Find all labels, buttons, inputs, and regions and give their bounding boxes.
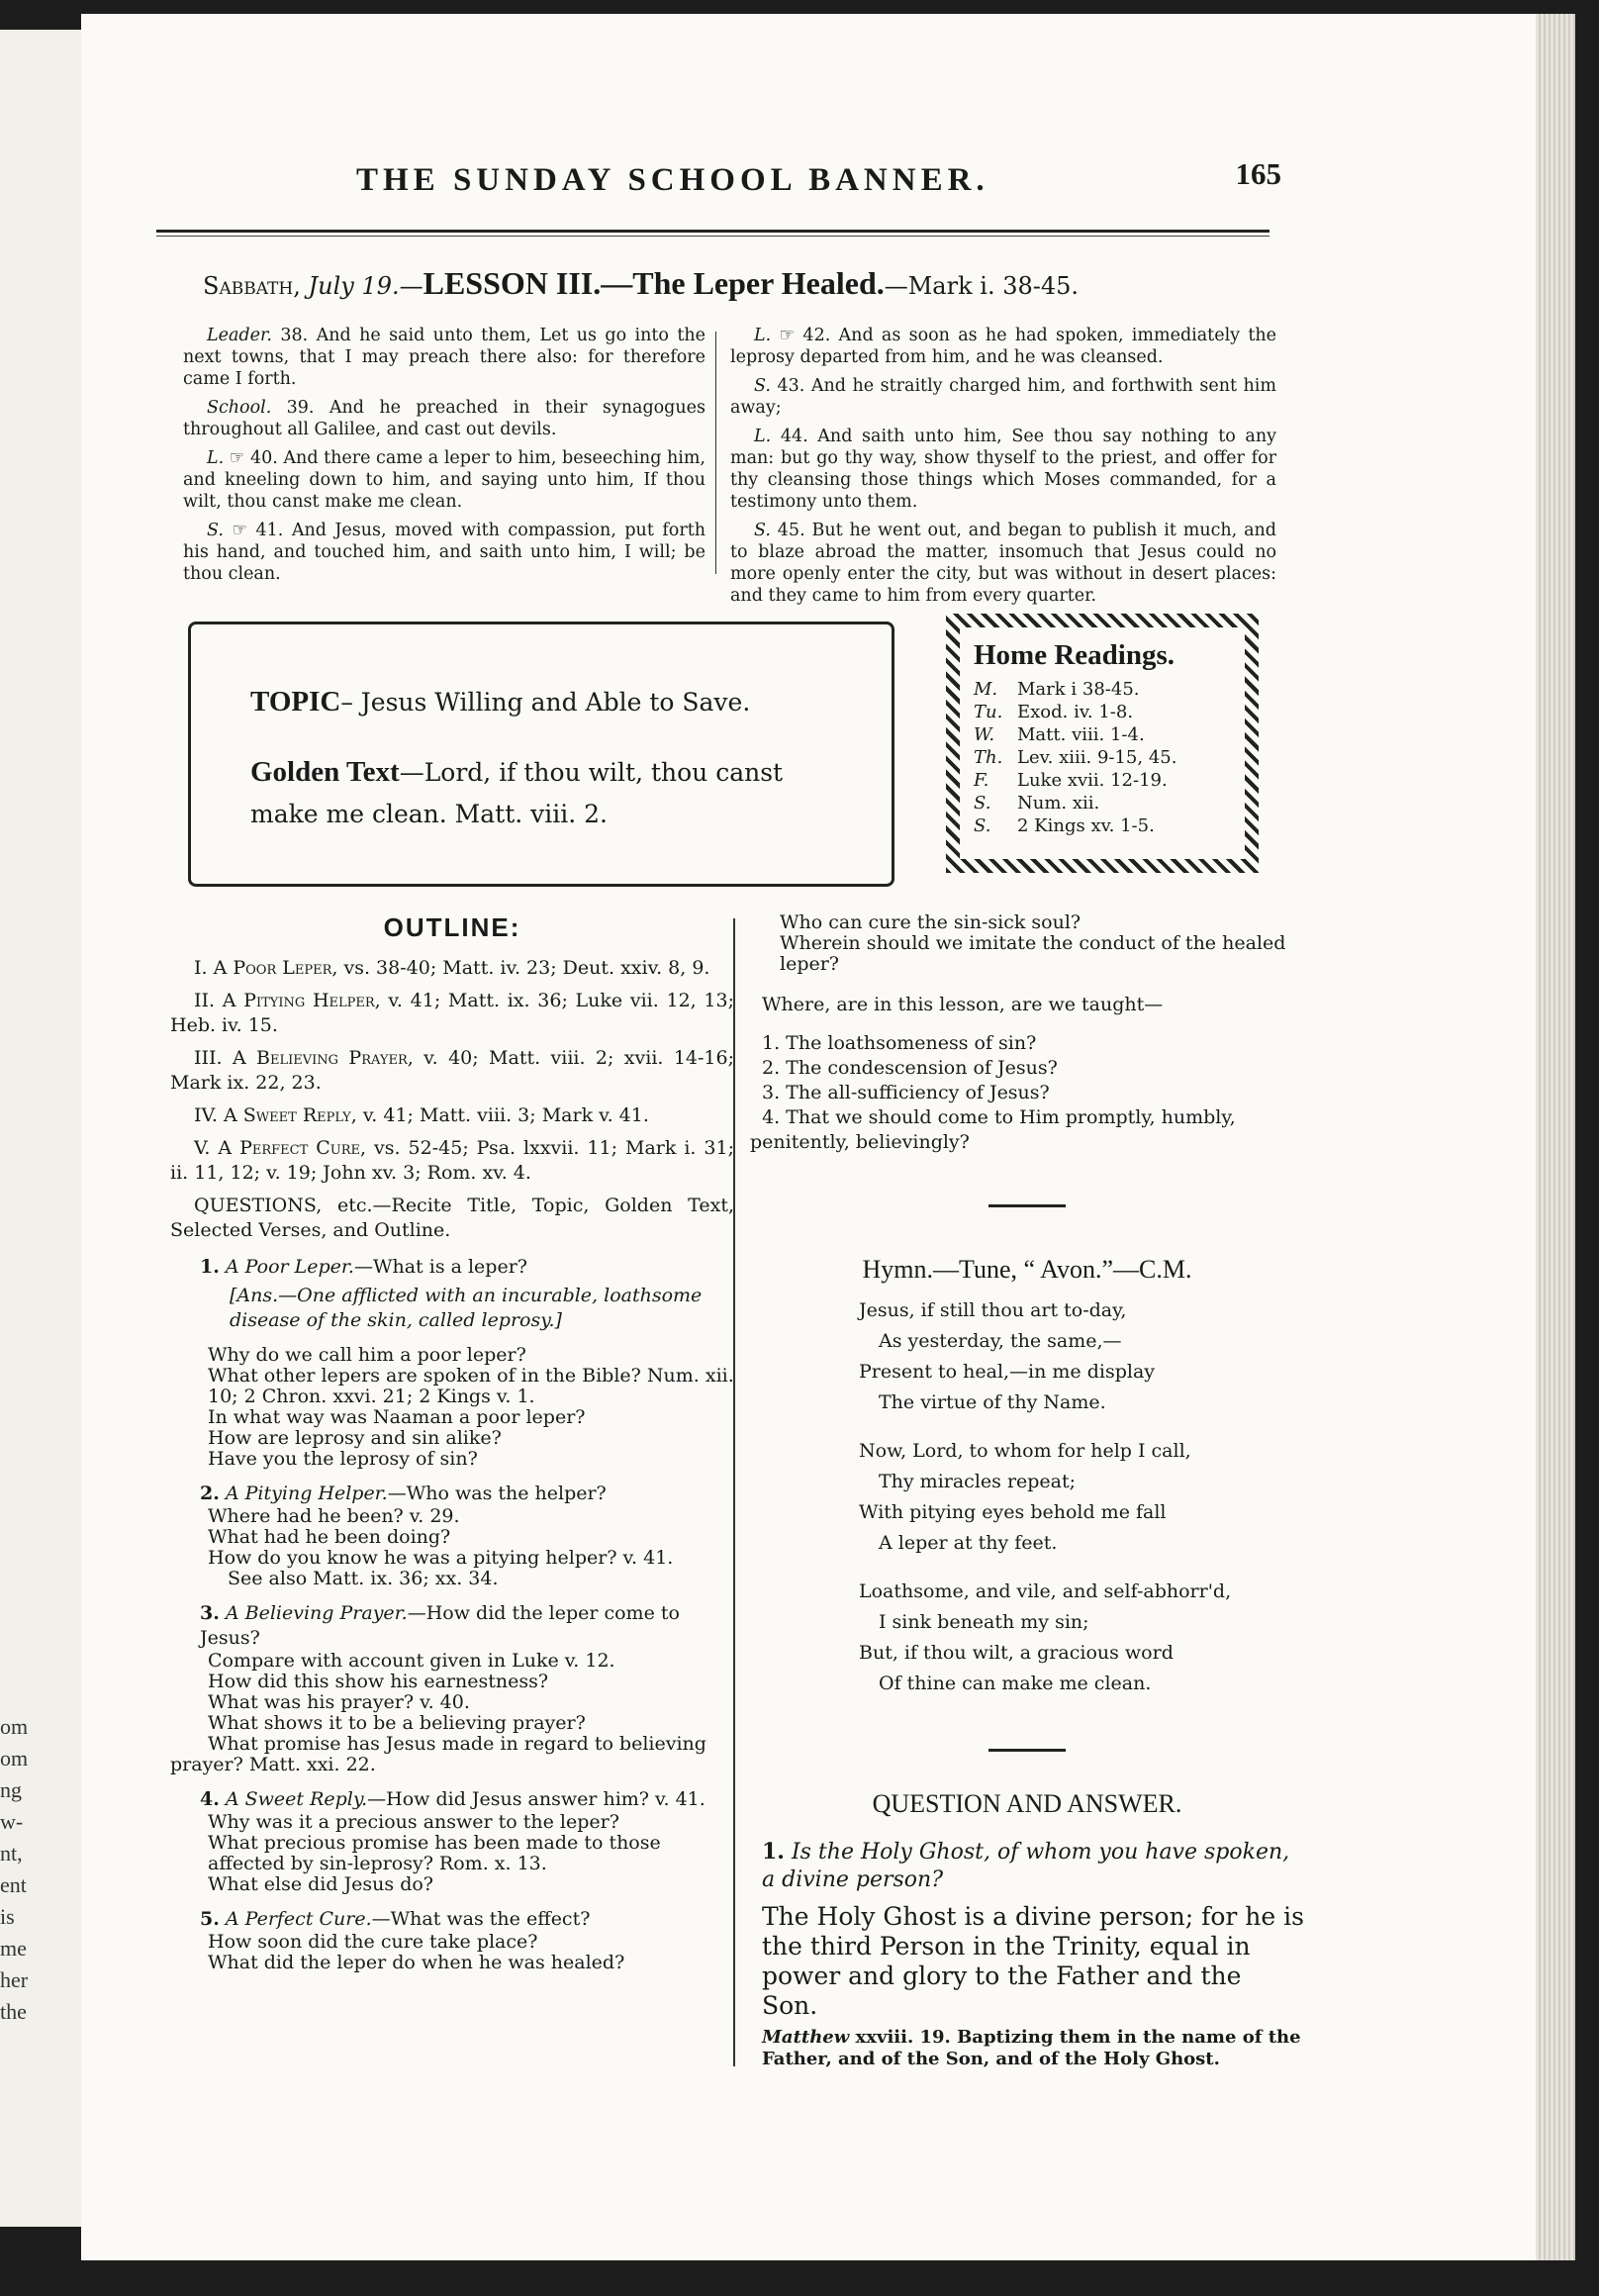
hymn-line: Now, Lord, to whom for help I call, — [859, 1440, 1191, 1462]
outline-item-head: I. A Poor Leper, — [194, 957, 338, 979]
home-readings-inner — [960, 627, 1245, 859]
golden-text-body: —Lord, if thou wilt, thou canst make me clean. Matt. viii. 2. — [250, 758, 784, 828]
reading-day: F. — [974, 770, 989, 791]
question: Who can cure the sin-sick soul? — [780, 911, 1082, 933]
verse-text: ☞ 42. And as soon as he had spoken, immediately the leprosy departed from him, and he was cleansed. — [730, 326, 1276, 367]
question: prayer? Matt. xxi. 22. — [170, 1754, 376, 1775]
reading-row — [974, 746, 1235, 769]
lesson-date: July 19. — [308, 272, 400, 300]
hymn-stanza — [750, 1295, 1304, 1418]
qa-reference-book: Matthew — [762, 2027, 850, 2048]
scripture-verse — [183, 325, 705, 390]
hymn-line: Loathsome, and vile, and self-abhorr'd, — [859, 1580, 1232, 1602]
topic-box — [188, 622, 894, 887]
reading-ref: 2 Kings xv. 1-5. — [1017, 815, 1155, 836]
home-readings-title: Home Readings. — [974, 639, 1175, 671]
reading-row — [974, 701, 1235, 723]
speaker-label: S. — [207, 521, 224, 540]
outline-item-refs: v. 40; Matt. viii. 2; xvii. 14-16; Mark ix. 22, 23. — [170, 1047, 734, 1094]
reading-ref: Mark i 38-45. — [1017, 679, 1140, 700]
question: Where had he been? v. 29. — [208, 1505, 460, 1527]
reading-ref: Lev. xiii. 9-15, 45. — [1017, 747, 1177, 768]
reading-row — [974, 678, 1235, 701]
hymn-line: I sink beneath my sin; — [879, 1611, 1089, 1633]
question-number: 1. — [200, 1256, 220, 1278]
lesson-reference: —Mark i. 38-45. — [884, 272, 1080, 300]
outline-title: OUTLINE: — [383, 912, 521, 942]
question-topic: A Believing Prayer. — [219, 1602, 408, 1624]
fragment: the — [0, 1999, 27, 2024]
questions-intro: QUESTIONS, etc.—Recite Title, Topic, Golden Text, Selected Verses, and Outline. — [170, 1195, 734, 1241]
question-topic: A Sweet Reply. — [219, 1788, 368, 1810]
question: What had he been doing? — [208, 1526, 451, 1548]
lesson-dash: — — [399, 272, 423, 300]
question-number: 2. — [200, 1483, 220, 1504]
reading-ref: Exod. iv. 1-8. — [1017, 702, 1134, 722]
topic-label: TOPIC — [250, 686, 341, 718]
answer: [Ans.—One afflicted with an incurable, loathsome disease of the skin, called leprosy.] — [230, 1285, 703, 1331]
question: Why do we call him a poor leper? — [208, 1344, 526, 1366]
question-topic: A Perfect Cure. — [219, 1908, 372, 1930]
reading-ref: Luke xvii. 12-19. — [1017, 770, 1168, 791]
sabbath-label: Sabbath, — [203, 272, 301, 300]
lesson-number: LESSON III. — [423, 265, 602, 301]
question-text: —What was the effect? — [371, 1908, 591, 1930]
fragment: w- — [0, 1809, 24, 1834]
scripture-verse — [730, 520, 1276, 607]
speaker-label: L. — [754, 427, 772, 446]
topic-text: – Jesus Willing and Able to Save. — [340, 688, 751, 717]
column-divider — [733, 918, 735, 2066]
outline-item-refs: v. 41; Matt. viii. 3; Mark v. 41. — [356, 1104, 649, 1126]
question-heading — [200, 1787, 734, 1812]
outline-item-head: II. A Pitying Helper, — [194, 990, 381, 1011]
outline-item-refs: v. 41; Matt. ix. 36; Luke vii. 12, 13; Heb. iv. 15. — [170, 990, 734, 1036]
section-rule — [988, 1204, 1066, 1207]
speaker-label: Leader. — [207, 326, 272, 345]
outline-item-refs: vs. 38-40; Matt. iv. 23; Deut. xxiv. 8, 9. — [337, 957, 710, 979]
right-column — [750, 912, 1304, 2070]
section-rule — [988, 1749, 1066, 1752]
fragment: ng — [0, 1777, 22, 1802]
golden-text-label: Golden Text — [250, 756, 400, 788]
hymn-line: Of thine can make me clean. — [879, 1673, 1152, 1694]
hymn-line: With pitying eyes behold me fall — [859, 1501, 1167, 1523]
speaker-label: L. — [754, 326, 772, 345]
outline-item-head: III. A Believing Prayer, — [194, 1047, 414, 1069]
outline-item-head: V. A Perfect Cure, — [194, 1137, 367, 1159]
qa-reference-text: xxviii. 19. Baptizing them in the name of the Father, and of the Son, and of the Holy Ghost. — [762, 2027, 1301, 2069]
reading-day: M. — [974, 679, 998, 700]
question-heading — [200, 1907, 734, 1932]
reading-ref: Num. xii. — [1017, 793, 1100, 813]
hymn-line: Thy miracles repeat; — [879, 1471, 1077, 1492]
lesson-heading — [203, 265, 1271, 302]
question: Why was it a precious answer to the leper? — [208, 1811, 619, 1833]
taught-item: 3. The all-sufficiency of Jesus? — [762, 1082, 1050, 1103]
fragment: ent — [0, 1872, 27, 1897]
hymn-line: As yesterday, the same,— — [879, 1330, 1122, 1352]
question-number: 4. — [200, 1788, 220, 1810]
scripture-verse — [183, 447, 705, 513]
verse-text: 43. And he straitly charged him, and forthwith sent him away; — [730, 376, 1276, 418]
question: What did the leper do when he was healed? — [208, 1952, 625, 1973]
reading-day: Tu. — [974, 702, 1003, 722]
question-text: —How did Jesus answer him? v. 41. — [367, 1788, 705, 1810]
reading-day: Th. — [974, 747, 1003, 768]
taught-item: 4. That we should come to Him promptly, humbly, penitently, believingly? — [750, 1106, 1236, 1153]
running-header — [272, 156, 1281, 206]
speaker-label: L. — [207, 448, 225, 468]
scripture-right-column — [730, 325, 1276, 614]
verse-text: ☞ 40. And there came a leper to him, beseeching him, and kneeling down to him, and saying unto him, If thou wilt, thou canst make me clean. — [183, 448, 705, 512]
taught-intro: Where, are in this lesson, are we taught— — [762, 994, 1164, 1015]
hymn-stanza — [750, 1577, 1304, 1699]
reading-ref: Matt. viii. 1-4. — [1017, 724, 1145, 745]
fragment: her — [0, 1967, 29, 1992]
question-number: 5. — [200, 1908, 220, 1930]
outline-item — [170, 1046, 734, 1096]
question: What was his prayer? v. 40. — [208, 1691, 470, 1713]
question: How soon did the cure take place? — [208, 1931, 538, 1953]
reading-row — [974, 723, 1235, 746]
fragment: om — [0, 1746, 29, 1770]
question-text: —Who was the helper? — [387, 1483, 607, 1504]
outline-column — [170, 912, 735, 1973]
lesson-title: —The Leper Healed. — [601, 265, 885, 301]
question-topic: A Poor Leper. — [219, 1256, 354, 1278]
header-rule-thin — [156, 236, 1270, 237]
fragment: me — [0, 1936, 27, 1961]
reading-day: S. — [974, 815, 991, 836]
question: What else did Jesus do? — [208, 1873, 433, 1895]
question-heading — [200, 1255, 734, 1280]
question-heading — [200, 1601, 734, 1651]
question-heading — [200, 1482, 734, 1506]
scripture-verse — [730, 426, 1276, 513]
outline-item-head: IV. A Sweet Reply, — [194, 1104, 357, 1126]
verse-text: 45. But he went out, and began to publish it much, and to blaze abroad the matter, insomuch that Jesus could no more openly enter the city, but was without in desert places: and they came to him from every quarter. — [730, 521, 1276, 606]
outline-item — [170, 989, 734, 1038]
verse-text: 39. And he preached in their synagogues throughout all Galilee, and cast out devils. — [183, 398, 705, 439]
question: What other lepers are spoken of in the Bible? Num. xii. 10; 2 Chron. xxvi. 21; 2 Kings v. 1. — [208, 1365, 734, 1407]
header-rule — [156, 230, 1270, 233]
outline-item — [170, 1103, 734, 1128]
outline-item-refs: vs. 52-45; Psa. lxxvii. 11; Mark i. 31; ii. 11, 12; v. 19; John xv. 3; Rom. xv. 4. — [170, 1137, 735, 1184]
question: In what way was Naaman a poor leper? — [208, 1406, 586, 1428]
publication-title: THE SUNDAY SCHOOL BANNER. — [356, 162, 989, 198]
hymn-stanza — [750, 1436, 1304, 1559]
question: What shows it to be a believing prayer? — [208, 1712, 586, 1734]
qa-title: QUESTION AND ANSWER. — [872, 1789, 1182, 1818]
page-number: 165 — [1235, 156, 1281, 191]
qa-reference — [762, 2027, 1304, 2070]
scripture-left-column — [183, 325, 705, 592]
scripture-verse — [183, 520, 705, 585]
qa-number: 1. — [762, 1839, 785, 1865]
hymn-line: But, if thou wilt, a gracious word — [859, 1642, 1174, 1664]
hymn-title: Hymn.—Tune, “ Avon.”—C.M. — [862, 1255, 1192, 1284]
fragment: nt, — [0, 1841, 23, 1866]
question-number: 3. — [200, 1602, 220, 1624]
scripture-verse — [730, 325, 1276, 368]
verse-text: 38. And he said unto them, Let us go into the next towns, that I may preach there also: for therefore came I forth. — [183, 326, 705, 389]
taught-item: 1. The loathsomeness of sin? — [762, 1032, 1037, 1054]
topic-line — [250, 686, 750, 718]
hymn-line: The virtue of thy Name. — [879, 1391, 1106, 1413]
question: Wherein should we imitate the conduct of the healed leper? — [780, 932, 1286, 975]
home-readings-box — [946, 614, 1259, 873]
question-text: —How did the leper come to Jesus? — [200, 1602, 680, 1649]
question: How are leprosy and sin alike? — [208, 1427, 502, 1449]
speaker-label: School. — [207, 398, 272, 418]
scripture-verse — [730, 375, 1276, 419]
qa-question-text: Is the Holy Ghost, of whom you have spoken, a divine person? — [762, 1840, 1290, 1892]
reading-row — [974, 814, 1235, 837]
question: What promise has Jesus made in regard to believing — [208, 1733, 706, 1755]
page-stack-edge — [1536, 14, 1575, 2260]
question: How do you know he was a pitying helper? v. 41. — [208, 1547, 674, 1569]
hymn-line: Jesus, if still thou art to-day, — [859, 1299, 1127, 1321]
hymn-line: A leper at thy feet. — [879, 1532, 1058, 1554]
question: Have you the leprosy of sin? — [208, 1448, 478, 1470]
verse-text: ☞ 41. And Jesus, moved with compassion, put forth his hand, and touched him, and saith unto him, I will; be thou clean. — [183, 521, 705, 584]
taught-item: 2. The condescension of Jesus? — [762, 1057, 1058, 1079]
speaker-label: S. — [754, 521, 771, 540]
qa-answer: The Holy Ghost is a divine person; for he is the third Person in the Trinity, equal in power and glory to the Father and the Son. — [762, 1902, 1304, 2020]
reading-row — [974, 769, 1235, 792]
question: Compare with account given in Luke v. 12. — [208, 1650, 615, 1672]
left-page-fragments — [0, 1712, 40, 2029]
scripture-column-divider — [715, 332, 716, 574]
hymn-line: Present to heal,—in me display — [859, 1361, 1155, 1383]
question: How did this show his earnestness? — [208, 1671, 549, 1692]
golden-text — [250, 751, 844, 835]
verse-text: 44. And saith unto him, See thou say nothing to any man: but go thy way, show thyself to the priest, and offer for thy cleansing those things which Moses commanded, for a testimony unto them. — [730, 427, 1276, 512]
reading-row — [974, 792, 1235, 814]
question-text: —What is a leper? — [353, 1256, 527, 1278]
scripture-verse — [183, 397, 705, 440]
question: What precious promise has been made to those affected by sin-leprosy? Rom. x. 13. — [208, 1832, 661, 1874]
outline-item — [170, 956, 734, 981]
reading-day: S. — [974, 793, 991, 813]
question-reference: See also Matt. ix. 36; xx. 34. — [228, 1568, 499, 1589]
question-topic: A Pitying Helper. — [219, 1483, 388, 1504]
reading-day: W. — [974, 724, 995, 745]
qa-question — [762, 1838, 1304, 1894]
outline-item — [170, 1136, 734, 1186]
fragment: is — [0, 1904, 15, 1929]
speaker-label: S. — [754, 376, 771, 396]
fragment: om — [0, 1714, 29, 1739]
